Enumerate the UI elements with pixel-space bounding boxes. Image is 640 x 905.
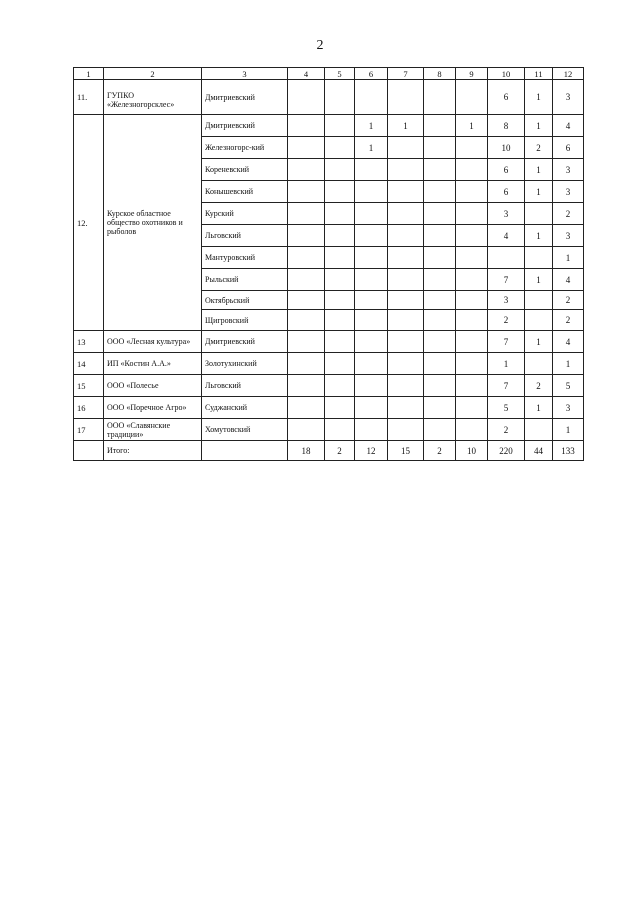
cell-value xyxy=(388,269,424,291)
cell-value: 1 xyxy=(388,115,424,137)
column-header: 9 xyxy=(456,68,488,80)
organization-name: Курское областное общество охотников и рыболов xyxy=(104,115,202,331)
district-name xyxy=(202,441,288,461)
cell-value xyxy=(424,291,456,310)
cell-value xyxy=(424,80,456,115)
cell-value xyxy=(525,291,553,310)
cell-value xyxy=(388,397,424,419)
cell-value xyxy=(525,203,553,225)
cell-value xyxy=(456,203,488,225)
column-header: 2 xyxy=(104,68,202,80)
cell-value xyxy=(525,247,553,269)
cell-value: 7 xyxy=(488,269,525,291)
total-value: 18 xyxy=(288,441,325,461)
cell-value xyxy=(525,353,553,375)
cell-value: 1 xyxy=(355,115,388,137)
cell-value xyxy=(424,419,456,441)
cell-value xyxy=(388,419,424,441)
cell-value xyxy=(355,203,388,225)
cell-value: 7 xyxy=(488,331,525,353)
row-number: 14 xyxy=(74,353,104,375)
cell-value: 5 xyxy=(488,397,525,419)
cell-value: 6 xyxy=(488,181,525,203)
cell-value xyxy=(424,225,456,247)
organization-name: ООО «Славянские традиции» xyxy=(104,419,202,441)
allocation-table xyxy=(73,67,584,461)
total-value: 220 xyxy=(488,441,525,461)
cell-value xyxy=(288,291,325,310)
row-number: 12. xyxy=(74,115,104,331)
cell-value: 1 xyxy=(456,115,488,137)
row-number: 11. xyxy=(74,80,104,115)
cell-value: 1 xyxy=(553,353,584,375)
cell-value xyxy=(288,115,325,137)
district-name: Железногорс-кий xyxy=(202,137,288,159)
cell-value: 1 xyxy=(553,247,584,269)
cell-value xyxy=(325,225,355,247)
total-row xyxy=(74,441,584,461)
cell-value xyxy=(355,225,388,247)
cell-value: 4 xyxy=(553,269,584,291)
column-header: 10 xyxy=(488,68,525,80)
cell-value: 1 xyxy=(525,331,553,353)
cell-value xyxy=(288,247,325,269)
column-header: 11 xyxy=(525,68,553,80)
cell-value xyxy=(424,397,456,419)
cell-value xyxy=(456,419,488,441)
district-name: Рыльский xyxy=(202,269,288,291)
cell-value xyxy=(325,137,355,159)
district-name: Золотухинский xyxy=(202,353,288,375)
table-row xyxy=(74,353,584,375)
cell-value: 3 xyxy=(488,291,525,310)
cell-value xyxy=(456,181,488,203)
cell-value xyxy=(325,269,355,291)
cell-value: 1 xyxy=(488,353,525,375)
cell-value xyxy=(355,419,388,441)
organization-name: ООО «Поречное Агро» xyxy=(104,397,202,419)
row-number xyxy=(74,441,104,461)
table-row xyxy=(74,375,584,397)
cell-value xyxy=(424,331,456,353)
cell-value: 1 xyxy=(525,225,553,247)
cell-value xyxy=(325,397,355,419)
district-name: Дмитриевский xyxy=(202,115,288,137)
column-header: 5 xyxy=(325,68,355,80)
cell-value xyxy=(424,353,456,375)
cell-value xyxy=(424,375,456,397)
row-number: 17 xyxy=(74,419,104,441)
district-name: Суджанский xyxy=(202,397,288,419)
cell-value xyxy=(525,310,553,331)
cell-value xyxy=(488,247,525,269)
cell-value xyxy=(288,159,325,181)
total-value: 44 xyxy=(525,441,553,461)
organization-name: ООО «Полесье xyxy=(104,375,202,397)
cell-value xyxy=(288,375,325,397)
cell-value xyxy=(388,291,424,310)
cell-value xyxy=(424,115,456,137)
cell-value xyxy=(288,310,325,331)
cell-value xyxy=(288,80,325,115)
district-name: Октябрьский xyxy=(202,291,288,310)
cell-value xyxy=(456,137,488,159)
cell-value xyxy=(355,80,388,115)
total-value: 2 xyxy=(325,441,355,461)
cell-value: 4 xyxy=(553,331,584,353)
cell-value xyxy=(355,159,388,181)
table-row xyxy=(74,419,584,441)
cell-value: 1 xyxy=(525,181,553,203)
cell-value xyxy=(388,375,424,397)
row-number: 15 xyxy=(74,375,104,397)
cell-value: 3 xyxy=(553,181,584,203)
column-header: 3 xyxy=(202,68,288,80)
cell-value xyxy=(424,247,456,269)
cell-value xyxy=(325,419,355,441)
cell-value xyxy=(355,247,388,269)
cell-value: 1 xyxy=(525,269,553,291)
table-row xyxy=(74,331,584,353)
cell-value xyxy=(288,137,325,159)
district-name: Льговский xyxy=(202,375,288,397)
cell-value: 4 xyxy=(488,225,525,247)
district-name: Хомутовский xyxy=(202,419,288,441)
cell-value: 1 xyxy=(525,80,553,115)
organization-name: ООО «Лесная культура» xyxy=(104,331,202,353)
cell-value: 2 xyxy=(488,310,525,331)
cell-value: 7 xyxy=(488,375,525,397)
district-name: Дмитриевский xyxy=(202,80,288,115)
cell-value xyxy=(388,159,424,181)
cell-value xyxy=(388,137,424,159)
total-value: 15 xyxy=(388,441,424,461)
cell-value: 5 xyxy=(553,375,584,397)
table-row xyxy=(74,80,584,115)
cell-value xyxy=(288,203,325,225)
cell-value: 3 xyxy=(553,225,584,247)
cell-value: 3 xyxy=(553,80,584,115)
cell-value xyxy=(456,397,488,419)
cell-value: 2 xyxy=(488,419,525,441)
cell-value xyxy=(388,225,424,247)
cell-value xyxy=(355,353,388,375)
column-header: 1 xyxy=(74,68,104,80)
cell-value xyxy=(424,137,456,159)
cell-value xyxy=(325,353,355,375)
cell-value xyxy=(456,310,488,331)
cell-value xyxy=(525,419,553,441)
cell-value xyxy=(456,225,488,247)
cell-value xyxy=(456,80,488,115)
cell-value: 10 xyxy=(488,137,525,159)
organization-name: ГУПКО «Железногорсклес» xyxy=(104,80,202,115)
cell-value xyxy=(288,353,325,375)
cell-value xyxy=(355,181,388,203)
cell-value xyxy=(388,353,424,375)
row-number: 13 xyxy=(74,331,104,353)
column-header: 8 xyxy=(424,68,456,80)
district-name: Конышевский xyxy=(202,181,288,203)
cell-value xyxy=(288,225,325,247)
cell-value xyxy=(355,310,388,331)
column-header: 6 xyxy=(355,68,388,80)
cell-value: 1 xyxy=(525,115,553,137)
cell-value xyxy=(288,181,325,203)
district-name: Мантуровский xyxy=(202,247,288,269)
header-row xyxy=(74,68,584,80)
row-number: 16 xyxy=(74,397,104,419)
total-value: 133 xyxy=(553,441,584,461)
cell-value xyxy=(325,181,355,203)
cell-value: 6 xyxy=(488,159,525,181)
cell-value xyxy=(424,203,456,225)
district-name: Кореневский xyxy=(202,159,288,181)
total-label: Итого: xyxy=(104,441,202,461)
cell-value xyxy=(325,331,355,353)
cell-value xyxy=(288,419,325,441)
cell-value xyxy=(424,181,456,203)
cell-value xyxy=(424,310,456,331)
district-name: Дмитриевский xyxy=(202,331,288,353)
cell-value: 2 xyxy=(525,375,553,397)
cell-value: 1 xyxy=(525,397,553,419)
cell-value xyxy=(388,331,424,353)
cell-value: 3 xyxy=(553,159,584,181)
total-value: 10 xyxy=(456,441,488,461)
cell-value xyxy=(355,331,388,353)
cell-value: 4 xyxy=(553,115,584,137)
cell-value xyxy=(388,247,424,269)
cell-value xyxy=(456,375,488,397)
cell-value xyxy=(388,181,424,203)
cell-value: 3 xyxy=(553,397,584,419)
column-header: 4 xyxy=(288,68,325,80)
cell-value: 8 xyxy=(488,115,525,137)
organization-name: ИП «Костин А.А.» xyxy=(104,353,202,375)
cell-value: 6 xyxy=(553,137,584,159)
cell-value xyxy=(355,397,388,419)
table-row xyxy=(74,397,584,419)
cell-value xyxy=(288,397,325,419)
cell-value: 2 xyxy=(553,291,584,310)
cell-value xyxy=(456,291,488,310)
cell-value: 2 xyxy=(553,310,584,331)
cell-value xyxy=(325,80,355,115)
column-header: 12 xyxy=(553,68,584,80)
cell-value: 3 xyxy=(488,203,525,225)
cell-value xyxy=(388,203,424,225)
cell-value: 1 xyxy=(525,159,553,181)
cell-value xyxy=(355,269,388,291)
column-header: 7 xyxy=(388,68,424,80)
cell-value: 2 xyxy=(525,137,553,159)
cell-value xyxy=(456,269,488,291)
total-value: 12 xyxy=(355,441,388,461)
cell-value xyxy=(456,159,488,181)
cell-value xyxy=(288,269,325,291)
cell-value xyxy=(325,159,355,181)
district-name: Курский xyxy=(202,203,288,225)
cell-value xyxy=(325,203,355,225)
cell-value: 1 xyxy=(553,419,584,441)
cell-value: 1 xyxy=(355,137,388,159)
cell-value xyxy=(456,353,488,375)
cell-value xyxy=(355,375,388,397)
cell-value: 2 xyxy=(553,203,584,225)
cell-value xyxy=(325,115,355,137)
cell-value xyxy=(355,291,388,310)
cell-value xyxy=(456,331,488,353)
total-value: 2 xyxy=(424,441,456,461)
district-name: Щигровский xyxy=(202,310,288,331)
table-row xyxy=(74,115,584,137)
cell-value xyxy=(456,247,488,269)
district-name: Льговский xyxy=(202,225,288,247)
cell-value xyxy=(288,331,325,353)
page-number: 2 xyxy=(316,38,324,53)
cell-value xyxy=(325,247,355,269)
cell-value: 6 xyxy=(488,80,525,115)
cell-value xyxy=(325,291,355,310)
cell-value xyxy=(325,310,355,331)
cell-value xyxy=(388,80,424,115)
cell-value xyxy=(325,375,355,397)
cell-value xyxy=(424,159,456,181)
cell-value xyxy=(388,310,424,331)
cell-value xyxy=(424,269,456,291)
